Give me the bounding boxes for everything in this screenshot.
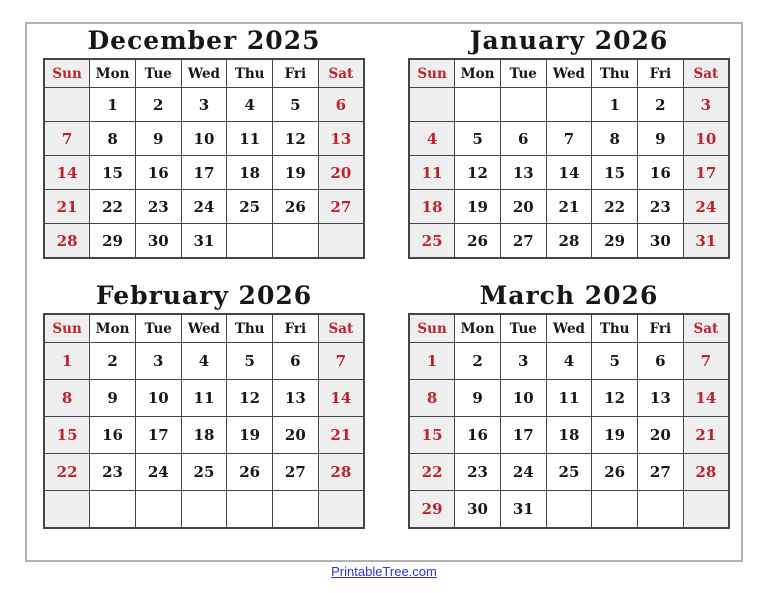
day-cell: 19	[273, 156, 319, 190]
day-cell: 16	[455, 417, 501, 454]
calendar-table	[408, 58, 730, 259]
day-cell: 17	[135, 417, 181, 454]
empty-cell	[409, 88, 455, 122]
day-cell: 10	[135, 380, 181, 417]
calendar-title: February 2026	[95, 281, 313, 310]
day-cell: 9	[90, 380, 136, 417]
day-cell: 29	[90, 224, 136, 259]
day-cell: 18	[409, 190, 455, 224]
day-cell: 29	[409, 491, 455, 529]
empty-cell	[181, 491, 227, 529]
day-cell: 28	[683, 454, 729, 491]
day-cell: 26	[592, 454, 638, 491]
day-cell: 18	[227, 156, 273, 190]
day-cell: 31	[181, 224, 227, 259]
day-cell: 12	[455, 156, 501, 190]
empty-cell	[44, 88, 90, 122]
empty-cell	[455, 88, 501, 122]
day-cell: 2	[90, 343, 136, 380]
empty-cell	[638, 491, 684, 529]
week-row	[409, 454, 729, 491]
calendar-table	[43, 313, 365, 529]
page-frame	[25, 22, 743, 562]
day-cell: 25	[546, 454, 592, 491]
day-cell: 22	[592, 190, 638, 224]
empty-cell	[500, 88, 546, 122]
day-cell: 7	[318, 343, 364, 380]
day-cell: 11	[409, 156, 455, 190]
day-cell: 10	[500, 380, 546, 417]
day-cell: 23	[455, 454, 501, 491]
weekday-header-sat: Sat	[683, 314, 729, 343]
day-cell: 2	[455, 343, 501, 380]
empty-cell	[546, 491, 592, 529]
weekday-header-fri: Fri	[638, 59, 684, 88]
day-cell: 5	[273, 88, 319, 122]
day-cell: 1	[90, 88, 136, 122]
weekday-header-wed: Wed	[181, 59, 227, 88]
day-cell: 14	[318, 380, 364, 417]
calendar-title: December 2025	[87, 26, 321, 55]
day-cell: 20	[273, 417, 319, 454]
week-row	[44, 88, 364, 122]
day-cell: 19	[455, 190, 501, 224]
day-cell: 1	[409, 343, 455, 380]
day-cell: 27	[638, 454, 684, 491]
day-cell: 6	[638, 343, 684, 380]
empty-cell	[592, 491, 638, 529]
empty-cell	[227, 224, 273, 259]
empty-cell	[90, 491, 136, 529]
week-row	[409, 417, 729, 454]
day-cell: 18	[181, 417, 227, 454]
day-cell: 24	[181, 190, 227, 224]
weekday-header-sat: Sat	[318, 59, 364, 88]
day-cell: 21	[546, 190, 592, 224]
calendar-table	[43, 58, 365, 259]
day-cell: 26	[273, 190, 319, 224]
day-cell: 25	[409, 224, 455, 259]
day-cell: 8	[90, 122, 136, 156]
day-cell: 14	[44, 156, 90, 190]
day-cell: 27	[500, 224, 546, 259]
calendar-december-2025	[43, 26, 365, 259]
day-cell: 25	[227, 190, 273, 224]
day-cell: 21	[44, 190, 90, 224]
week-row	[409, 491, 729, 529]
day-cell: 2	[135, 88, 181, 122]
day-cell: 27	[318, 190, 364, 224]
day-cell: 18	[546, 417, 592, 454]
day-cell: 20	[638, 417, 684, 454]
day-cell: 6	[500, 122, 546, 156]
footer-link[interactable]: PrintableTree.com	[331, 564, 437, 579]
weekday-header-fri: Fri	[273, 314, 319, 343]
day-cell: 4	[181, 343, 227, 380]
calendar-march-2026	[408, 281, 730, 529]
day-cell: 19	[227, 417, 273, 454]
empty-cell	[546, 88, 592, 122]
day-cell: 9	[455, 380, 501, 417]
day-cell: 20	[500, 190, 546, 224]
day-cell: 11	[181, 380, 227, 417]
day-cell: 9	[135, 122, 181, 156]
week-row	[44, 343, 364, 380]
day-cell: 6	[273, 343, 319, 380]
week-row	[44, 122, 364, 156]
day-cell: 28	[44, 224, 90, 259]
day-cell: 17	[683, 156, 729, 190]
day-cell: 29	[592, 224, 638, 259]
day-cell: 3	[135, 343, 181, 380]
day-cell: 20	[318, 156, 364, 190]
day-cell: 21	[318, 417, 364, 454]
empty-cell	[318, 224, 364, 259]
day-cell: 10	[181, 122, 227, 156]
day-cell: 23	[90, 454, 136, 491]
weekday-header-row	[409, 314, 729, 343]
day-cell: 10	[683, 122, 729, 156]
day-cell: 23	[638, 190, 684, 224]
day-cell: 13	[638, 380, 684, 417]
day-cell: 11	[227, 122, 273, 156]
day-cell: 7	[44, 122, 90, 156]
weekday-header-thu: Thu	[227, 314, 273, 343]
day-cell: 15	[44, 417, 90, 454]
day-cell: 9	[638, 122, 684, 156]
day-cell: 30	[638, 224, 684, 259]
day-cell: 8	[44, 380, 90, 417]
day-cell: 15	[409, 417, 455, 454]
empty-cell	[135, 491, 181, 529]
weekday-header-wed: Wed	[546, 314, 592, 343]
day-cell: 21	[683, 417, 729, 454]
week-row	[409, 122, 729, 156]
day-cell: 12	[273, 122, 319, 156]
weekday-header-sun: Sun	[409, 59, 455, 88]
weekday-header-sun: Sun	[409, 314, 455, 343]
day-cell: 30	[455, 491, 501, 529]
week-row	[409, 190, 729, 224]
week-row	[44, 454, 364, 491]
day-cell: 30	[135, 224, 181, 259]
day-cell: 3	[683, 88, 729, 122]
day-cell: 24	[135, 454, 181, 491]
day-cell: 27	[273, 454, 319, 491]
weekday-header-sat: Sat	[683, 59, 729, 88]
day-cell: 23	[135, 190, 181, 224]
calendar-february-2026	[43, 281, 365, 529]
day-cell: 16	[90, 417, 136, 454]
weekday-header-mon: Mon	[455, 59, 501, 88]
weekday-header-row	[44, 59, 364, 88]
empty-cell	[227, 491, 273, 529]
weekday-header-sun: Sun	[44, 314, 90, 343]
empty-cell	[44, 491, 90, 529]
day-cell: 11	[546, 380, 592, 417]
day-cell: 24	[683, 190, 729, 224]
calendar-title: January 2026	[469, 26, 669, 55]
day-cell: 16	[638, 156, 684, 190]
day-cell: 16	[135, 156, 181, 190]
day-cell: 5	[227, 343, 273, 380]
day-cell: 14	[546, 156, 592, 190]
empty-cell	[273, 224, 319, 259]
day-cell: 13	[500, 156, 546, 190]
day-cell: 17	[181, 156, 227, 190]
weekday-header-sat: Sat	[318, 314, 364, 343]
weekday-header-mon: Mon	[90, 59, 136, 88]
week-row	[44, 224, 364, 259]
calendar-january-2026	[408, 26, 730, 259]
weekday-header-mon: Mon	[455, 314, 501, 343]
day-cell: 12	[592, 380, 638, 417]
week-row	[409, 343, 729, 380]
day-cell: 22	[90, 190, 136, 224]
calendar-table	[408, 313, 730, 529]
day-cell: 8	[409, 380, 455, 417]
day-cell: 15	[90, 156, 136, 190]
day-cell: 28	[318, 454, 364, 491]
day-cell: 1	[44, 343, 90, 380]
week-row	[44, 156, 364, 190]
day-cell: 24	[500, 454, 546, 491]
week-row	[409, 224, 729, 259]
day-cell: 1	[592, 88, 638, 122]
week-row	[44, 491, 364, 529]
day-cell: 4	[409, 122, 455, 156]
weekday-header-fri: Fri	[638, 314, 684, 343]
day-cell: 8	[592, 122, 638, 156]
weekday-header-mon: Mon	[90, 314, 136, 343]
week-row	[44, 417, 364, 454]
week-row	[409, 380, 729, 417]
day-cell: 31	[683, 224, 729, 259]
weekday-header-tue: Tue	[135, 59, 181, 88]
weekday-header-wed: Wed	[546, 59, 592, 88]
weekday-header-row	[409, 59, 729, 88]
weekday-header-tue: Tue	[500, 59, 546, 88]
day-cell: 15	[592, 156, 638, 190]
week-row	[44, 190, 364, 224]
day-cell: 6	[318, 88, 364, 122]
day-cell: 31	[500, 491, 546, 529]
day-cell: 5	[592, 343, 638, 380]
day-cell: 22	[409, 454, 455, 491]
weekday-header-tue: Tue	[135, 314, 181, 343]
weekday-header-sun: Sun	[44, 59, 90, 88]
empty-cell	[683, 491, 729, 529]
day-cell: 3	[500, 343, 546, 380]
week-row	[409, 88, 729, 122]
day-cell: 4	[227, 88, 273, 122]
day-cell: 7	[546, 122, 592, 156]
day-cell: 3	[181, 88, 227, 122]
day-cell: 4	[546, 343, 592, 380]
week-row	[409, 156, 729, 190]
day-cell: 25	[181, 454, 227, 491]
day-cell: 12	[227, 380, 273, 417]
day-cell: 5	[455, 122, 501, 156]
day-cell: 26	[227, 454, 273, 491]
day-cell: 7	[683, 343, 729, 380]
weekday-header-row	[44, 314, 364, 343]
day-cell: 13	[318, 122, 364, 156]
weekday-header-fri: Fri	[273, 59, 319, 88]
day-cell: 13	[273, 380, 319, 417]
empty-cell	[318, 491, 364, 529]
day-cell: 17	[500, 417, 546, 454]
day-cell: 14	[683, 380, 729, 417]
day-cell: 22	[44, 454, 90, 491]
calendar-title: March 2026	[479, 281, 659, 310]
weekday-header-thu: Thu	[592, 314, 638, 343]
empty-cell	[273, 491, 319, 529]
weekday-header-thu: Thu	[227, 59, 273, 88]
day-cell: 26	[455, 224, 501, 259]
weekday-header-tue: Tue	[500, 314, 546, 343]
weekday-header-wed: Wed	[181, 314, 227, 343]
day-cell: 19	[592, 417, 638, 454]
week-row	[44, 380, 364, 417]
weekday-header-thu: Thu	[592, 59, 638, 88]
day-cell: 2	[638, 88, 684, 122]
day-cell: 28	[546, 224, 592, 259]
